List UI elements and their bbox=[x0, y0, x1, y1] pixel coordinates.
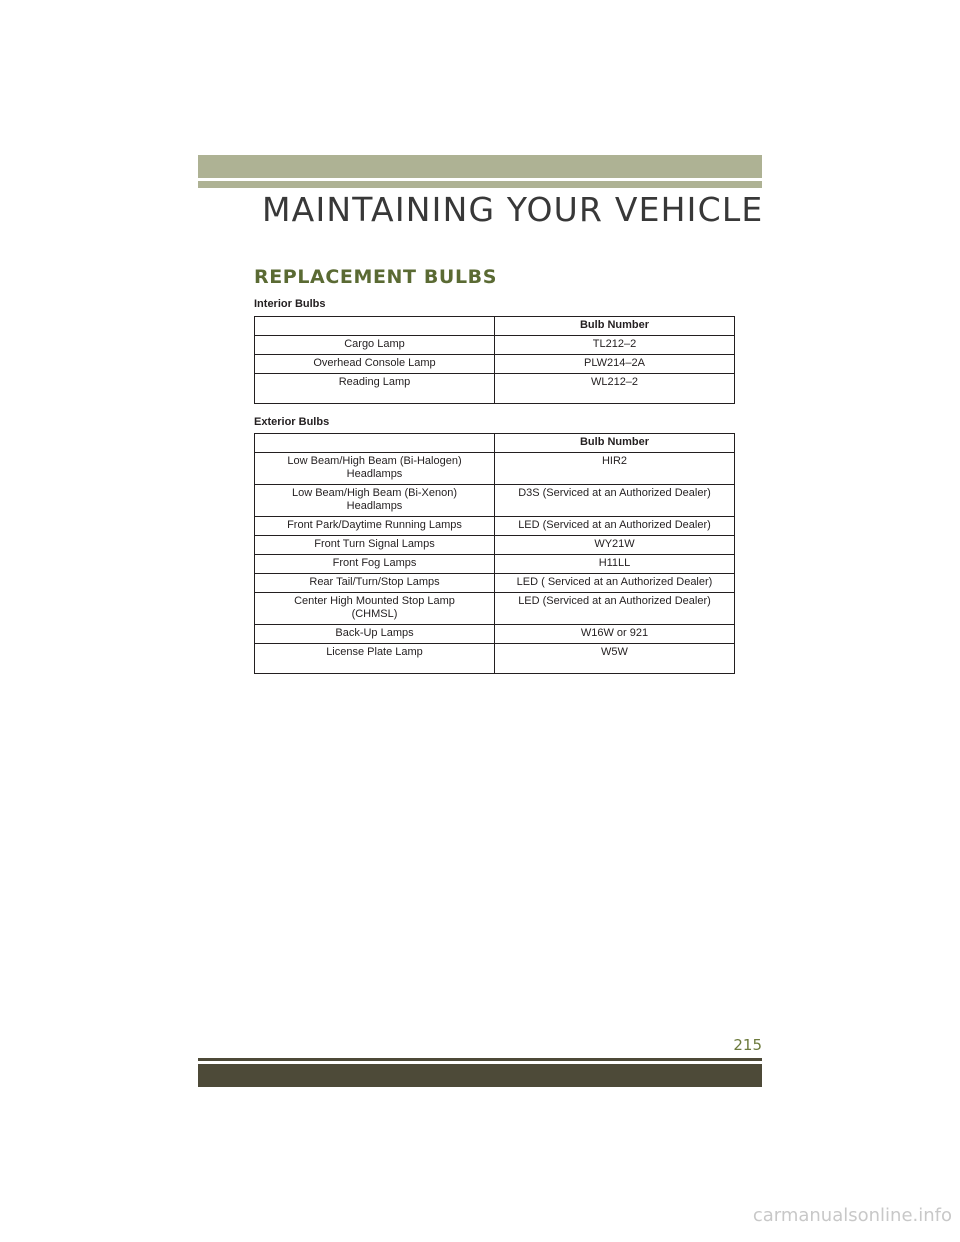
section-title: MAINTAINING YOUR VEHICLE bbox=[262, 190, 764, 229]
table-row bbox=[255, 453, 735, 485]
table-header-row bbox=[255, 317, 735, 336]
table-row bbox=[255, 374, 735, 404]
bulb-number-cell: W5W bbox=[495, 644, 735, 674]
table-row bbox=[255, 355, 735, 374]
table-row bbox=[255, 625, 735, 644]
bulb-number-cell: WY21W bbox=[495, 536, 735, 555]
bulb-number-cell: PLW214–2A bbox=[495, 355, 735, 374]
page-number: 215 bbox=[733, 1036, 762, 1054]
page-heading: REPLACEMENT BULBS bbox=[254, 266, 498, 288]
interior-bulbs-table bbox=[254, 316, 735, 404]
header-rule bbox=[198, 181, 762, 188]
bulb-number-cell: TL212–2 bbox=[495, 336, 735, 355]
watermark: carmanualsonline.info bbox=[752, 1205, 952, 1226]
lamp-name-cell: Front Park/Daytime Running Lamps bbox=[255, 517, 495, 536]
bulb-number-cell: W16W or 921 bbox=[495, 625, 735, 644]
lamp-name-cell: Reading Lamp bbox=[255, 374, 495, 404]
footer-rule bbox=[198, 1058, 762, 1061]
table-row bbox=[255, 485, 735, 517]
table-row bbox=[255, 593, 735, 625]
bulb-number-cell: LED (Serviced at an Authorized Dealer) bbox=[495, 593, 735, 625]
lamp-name-cell: Back-Up Lamps bbox=[255, 625, 495, 644]
bulb-number-cell: WL212–2 bbox=[495, 374, 735, 404]
lamp-name-cell: Overhead Console Lamp bbox=[255, 355, 495, 374]
interior-bulbs-label: Interior Bulbs bbox=[254, 298, 326, 310]
table-row bbox=[255, 336, 735, 355]
table-row bbox=[255, 574, 735, 593]
exterior-bulbs-table bbox=[254, 433, 735, 674]
header-band bbox=[198, 155, 762, 178]
lamp-name-cell: Low Beam/High Beam (Bi-Halogen) Headlamps bbox=[255, 453, 495, 485]
table-row bbox=[255, 644, 735, 674]
table-row bbox=[255, 517, 735, 536]
lamp-name-cell: Front Fog Lamps bbox=[255, 555, 495, 574]
lamp-name-cell: Center High Mounted Stop Lamp (CHMSL) bbox=[255, 593, 495, 625]
table-row bbox=[255, 555, 735, 574]
lamp-name-cell: Low Beam/High Beam (Bi-Xenon) Headlamps bbox=[255, 485, 495, 517]
column-header-bulb-number: Bulb Number bbox=[495, 317, 735, 336]
lamp-name-cell: License Plate Lamp bbox=[255, 644, 495, 674]
exterior-bulbs-label: Exterior Bulbs bbox=[254, 416, 330, 428]
column-header-item bbox=[255, 434, 495, 453]
table-header-row bbox=[255, 434, 735, 453]
bulb-number-cell: D3S (Serviced at an Authorized Dealer) bbox=[495, 485, 735, 517]
bulb-number-cell: HIR2 bbox=[495, 453, 735, 485]
bulb-number-cell: H11LL bbox=[495, 555, 735, 574]
lamp-name-cell: Cargo Lamp bbox=[255, 336, 495, 355]
table-row bbox=[255, 536, 735, 555]
bulb-number-cell: LED ( Serviced at an Authorized Dealer) bbox=[495, 574, 735, 593]
bulb-number-cell: LED (Serviced at an Authorized Dealer) bbox=[495, 517, 735, 536]
lamp-name-cell: Rear Tail/Turn/Stop Lamps bbox=[255, 574, 495, 593]
column-header-bulb-number: Bulb Number bbox=[495, 434, 735, 453]
footer-band bbox=[198, 1064, 762, 1087]
lamp-name-cell: Front Turn Signal Lamps bbox=[255, 536, 495, 555]
column-header-item bbox=[255, 317, 495, 336]
